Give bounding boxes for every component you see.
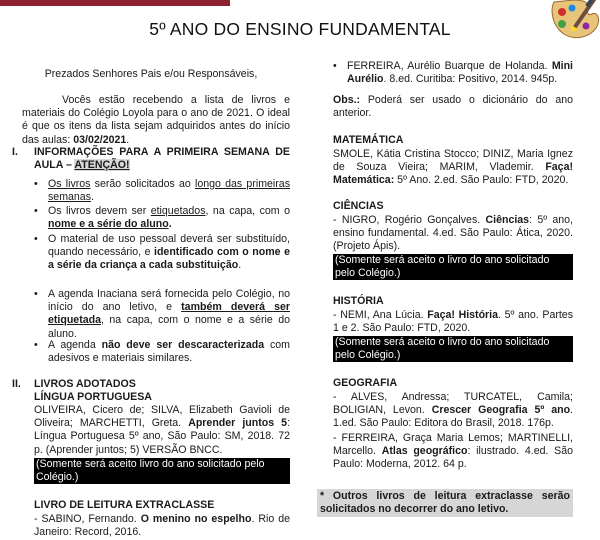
book-geography-2: - FERREIRA, Graça Maria Lemos; MARTINELLI, Marcello. Atlas geográfico: ilustrado. 4.ed. São Paulo: Moderna, 2012. 64 p.: [333, 432, 573, 471]
list-item: • O material de uso pessoal deverá ser substituído, quando necessário, e identificado com o nome e a série da criança a cada substituição.: [48, 233, 290, 273]
page-title: 5º ANO DO ENSINO FUNDAMENTAL: [149, 19, 451, 39]
start-date: 03/02/2021: [73, 133, 127, 146]
note-history: (Somente será aceito o livro do ano solicitado pelo Colégio.): [333, 336, 573, 362]
subject-history: HISTÓRIA: [333, 295, 384, 307]
header-accent-bar: [0, 0, 230, 6]
intro-paragraph: Vocês estão recebendo a lista de livros e materiais do Colégio Loyola para o ano de 2021. O ideal é que os itens da lista sejam adquiridos antes do início das aulas: 03/02/2021.: [22, 94, 290, 146]
subject-science: CIÊNCIAS: [333, 200, 384, 212]
footer-note: * Outros livros de leitura extraclasse serão solicitados no decorrer do ano letivo.: [317, 489, 573, 517]
section-number-2: II.: [12, 378, 21, 390]
book-dictionary: • FERREIRA, Aurélio Buarque de Holanda. Mini Aurélio. 8.ed. Curitiba: Positivo, 2014. 945p.: [347, 60, 573, 86]
greeting: Prezados Senhores Pais e/ou Responsáveis,: [44, 68, 258, 80]
subject-extraclass: LIVRO DE LEITURA EXTRACLASSE: [34, 499, 215, 511]
section1-heading: INFORMAÇÕES PARA A PRIMEIRA SEMANA DE AULA – ATENÇÃO!: [34, 146, 290, 172]
subject-geography: GEOGRAFIA: [333, 377, 398, 389]
list-item: • A agenda Inaciana será fornecida pelo Colégio, no início do ano letivo, e também deverá ser etiquetada, na capa, com o nome e a série do aluno.: [48, 288, 290, 341]
note-portuguese: (Somente será aceito livro do ano solicitado pelo Colégio.): [34, 458, 290, 484]
note-science: (Somente será aceito o livro do ano solicitado pelo Colégio.): [333, 254, 573, 280]
list-item: • A agenda não deve ser descaracterizada com adesivos e materiais similares.: [48, 339, 290, 365]
dictionary-note: Obs.: Poderá ser usado o dicionário do ano anterior.: [333, 94, 573, 120]
section-number-1: I.: [12, 146, 18, 158]
section2-heading: LIVROS ADOTADOS: [34, 378, 136, 390]
subject-portuguese: LÍNGUA PORTUGUESA: [34, 391, 152, 403]
book-science: - NIGRO, Rogério Gonçalves. Ciências: 5º ano, ensino fundamental. 4.ed. São Paulo: Ática, 2020. (Projeto Ápis).: [333, 214, 574, 253]
book-portuguese: OLIVEIRA, Cicero de; SILVA, Elizabeth Gavioli de Oliveira; MARCHETTI, Greta. Aprender juntos 5: Língua Portuguesa 5º ano, São Paulo: SM, 2018. 72 p. (Aprender juntos; 5) VERSÃO BNCC.: [34, 404, 291, 456]
attention-label: ATENÇÃO!: [74, 159, 130, 172]
book-geography-1: - ALVES, Andressa; TURCATEL, Camila; BOLIGIAN, Levon. Crescer Geografia 5º ano. 1.ed. São Paulo: Editora do Brasil, 2018. 176p.: [333, 391, 573, 430]
book-extraclass: - SABINO, Fernando. O menino no espelho. Rio de Janeiro: Record, 2016.: [34, 513, 290, 539]
subject-math: MATEMÁTICA: [333, 134, 404, 146]
list-item: • Os livros devem ser etiquetados, na capa, com o nome e a série do aluno.: [48, 205, 290, 231]
list-item: • Os livros serão solicitados ao longo das primeiras semanas.: [48, 178, 290, 204]
book-history: - NEMI, Ana Lúcia. Faça! História. 5º ano. Partes 1 e 2. São Paulo: FTD, 2020.: [333, 309, 573, 335]
book-math: SMOLE, Kátia Cristina Stocco; DINIZ, Maria Ignez de Souza Vieira; MARIM, Vlademir. Faça! Matemática: 5º Ano. 2.ed. São Paulo: FTD, 2020.: [333, 148, 573, 187]
